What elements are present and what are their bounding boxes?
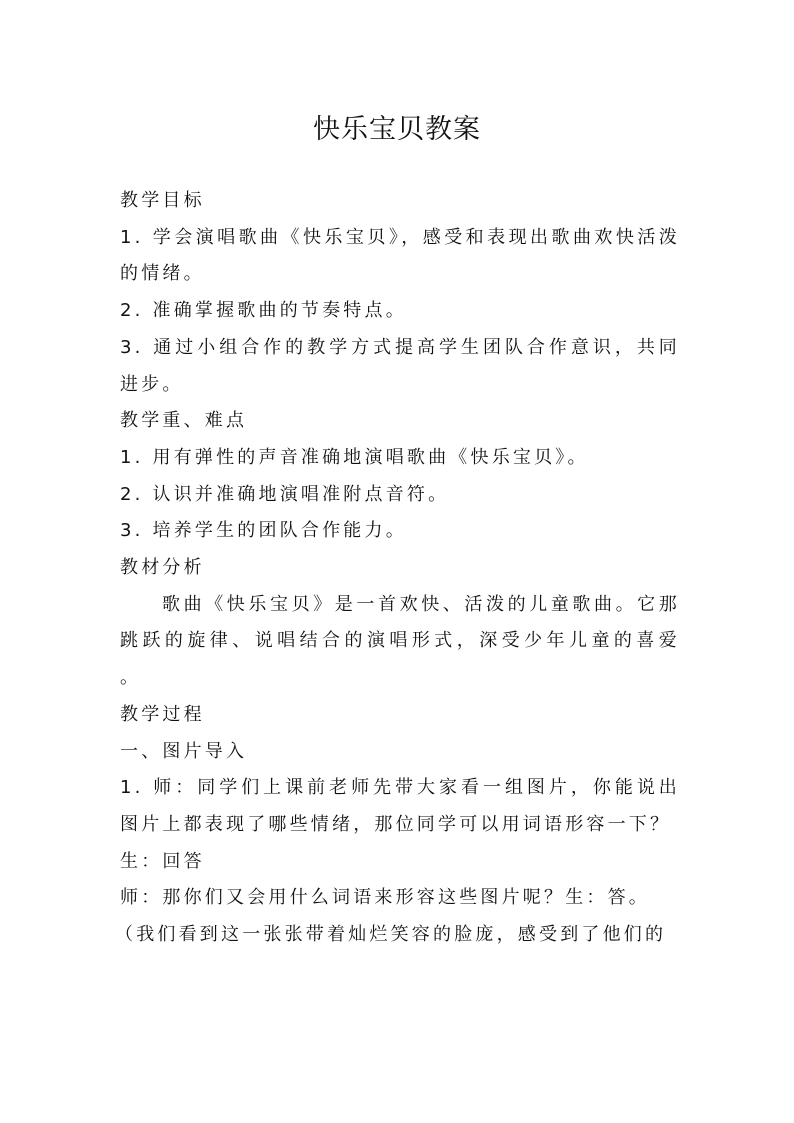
key-point-item-2: 2. 认识并准确地演唱准附点音符。 <box>120 483 450 505</box>
section-heading-objectives: 教学目标 <box>120 190 205 211</box>
section-heading-key-points: 教学重、难点 <box>120 410 248 432</box>
teacher-prompt-paragraph: 1. 师：同学们上课前老师先带大家看一组图片，你能说出图片上都表现了哪些情绪，那位同学可以用词语形容一下？ <box>120 777 680 835</box>
material-analysis-paragraph: 歌曲《快乐宝贝》是一首欢快、活泼的儿童歌曲。它那跳跃的旋律、说唱结合的演唱形式，深受少年儿童的喜爱 。 <box>120 593 680 689</box>
section-heading-material-analysis: 教材分析 <box>120 557 205 579</box>
document-title: 快乐宝贝教案 <box>313 114 481 145</box>
key-point-item-3: 3. 培养学生的团队合作能力。 <box>120 520 407 542</box>
teacher-question-paragraph: 师：那你们又会用什么词语来形容这些图片呢？生：答。 <box>120 887 650 909</box>
objective-item-3: 3. 通过小组合作的教学方式提高学生团队合作意识，共同进步。 <box>120 336 680 395</box>
key-point-item-1: 1. 用有弹性的声音准确地演唱歌曲《快乐宝贝》。 <box>120 446 589 468</box>
document-body <box>115 183 680 954</box>
student-response-paragraph: 生：回答 <box>120 850 205 872</box>
objective-item-1: 1. 学会演唱歌曲《快乐宝贝》，感受和表现出歌曲欢快活泼的情绪。 <box>120 226 680 285</box>
section-heading-teaching-process: 教学过程 <box>120 703 205 725</box>
objective-item-2: 2. 准确掌握歌曲的节奏特点。 <box>120 300 407 322</box>
summary-paragraph: （我们看到这一张张带着灿烂笑容的脸庞，感受到了他们的 <box>115 924 667 946</box>
process-step-heading: 一、图片导入 <box>120 740 248 762</box>
